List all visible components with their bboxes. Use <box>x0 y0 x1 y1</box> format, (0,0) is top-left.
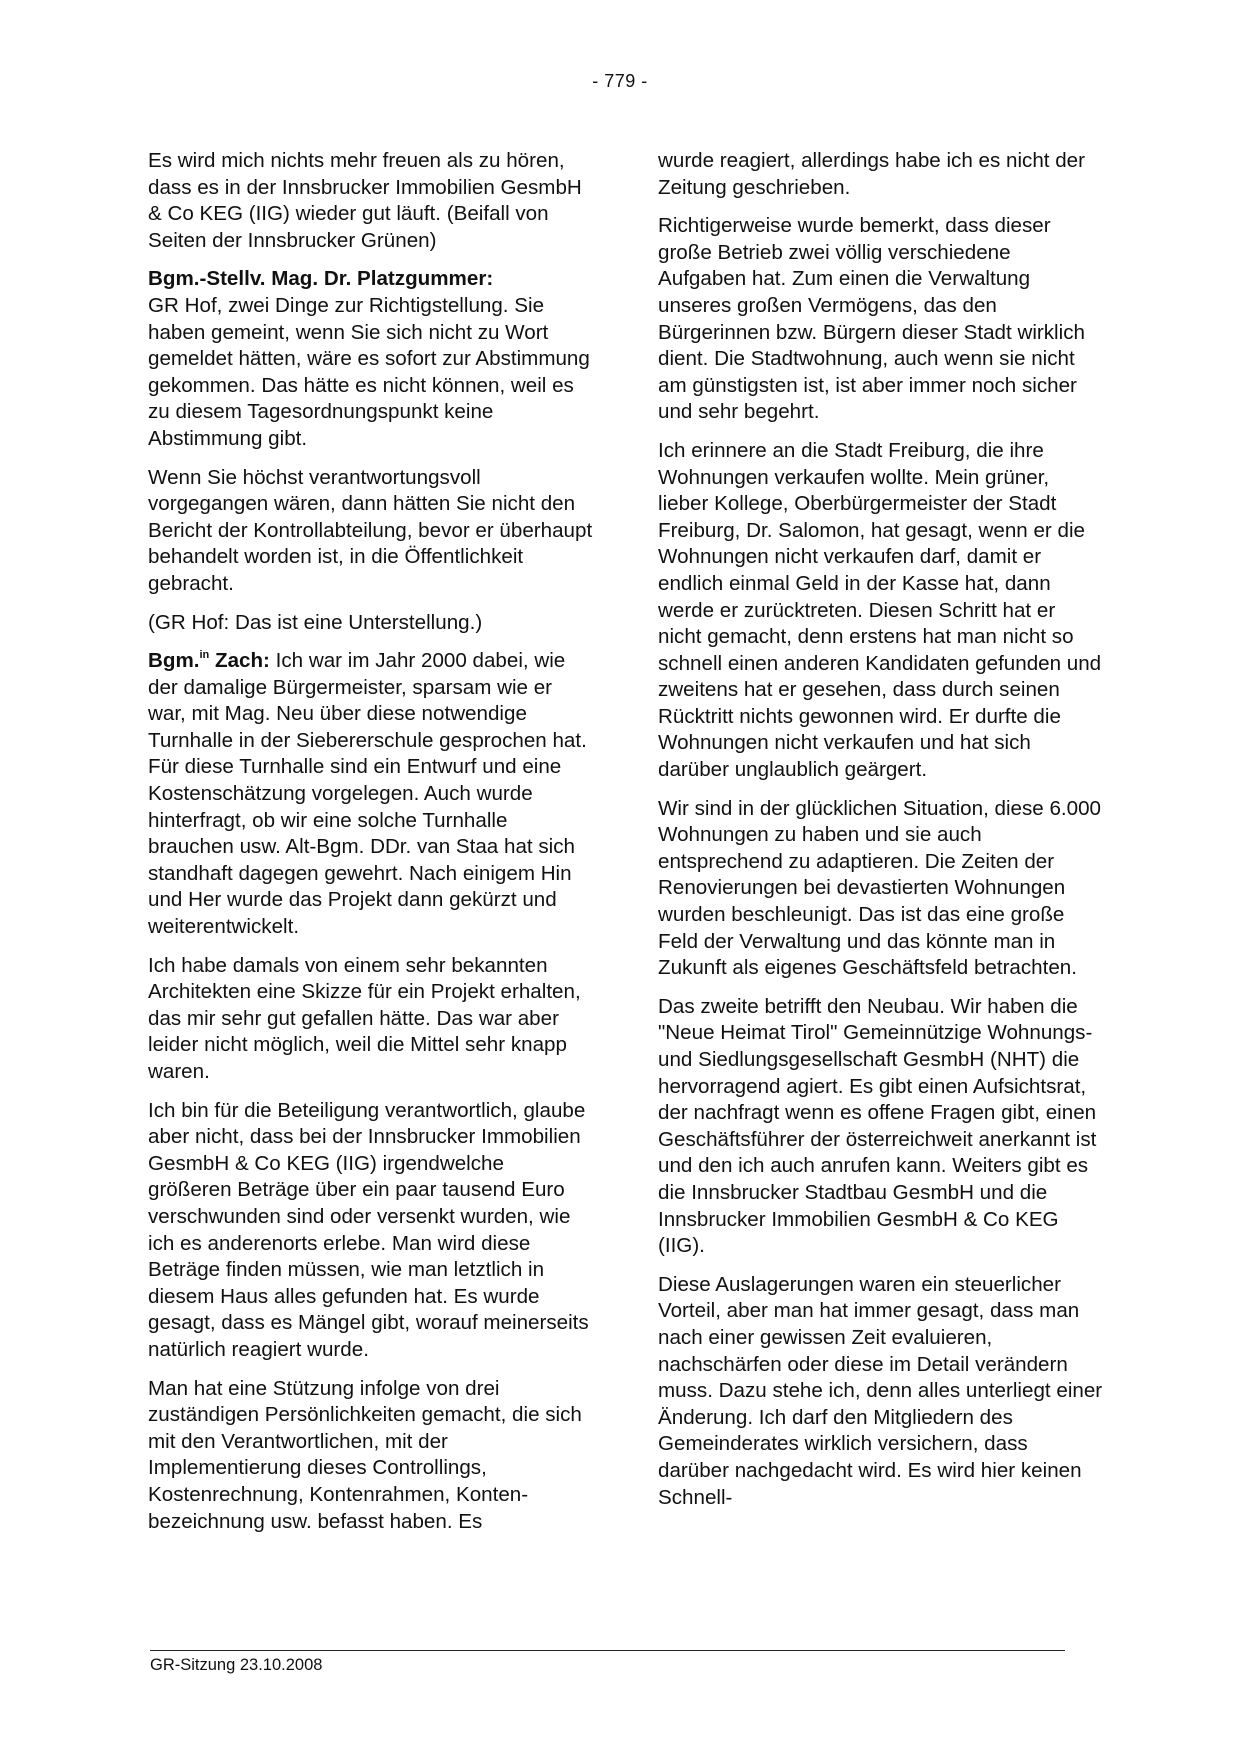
paragraph-zach <box>148 648 593 941</box>
interjection: (GR Hof: Das ist eine Unterstellung.) <box>148 610 483 634</box>
paragraph: Wenn Sie höchst verantwortungsvoll vorgegangen wären, dann hätten Sie nicht den Bericht der Kontrollabteilung, bevor er überhaupt behandelt worden ist, in die Öffentlichkeit gebracht. <box>148 465 593 595</box>
paragraph: Es wird mich nichts mehr freuen als zu hören, dass es in der Innsbrucker Immobilien GesmbH & Co KEG (IIG) wieder gut läuft. (Beifall von Seiten der Innsbrucker Grünen) <box>148 149 582 252</box>
page-number: - 779 - <box>592 71 648 91</box>
paragraph: Richtigerweise wurde bemerkt, dass dieser große Betrieb zwei völlig verschiedene Aufgaben hat. Zum einen die Verwaltung unseres großen Vermögens, das den Bürgerinnen bzw. Bürgern dieser Stadt wirklich dient. Die Stadtwohnung, auch wenn sie nicht am günstigsten ist, ist aber immer noch sicher und sehr begehrt. <box>658 214 1085 424</box>
footer-divider <box>150 1650 1065 1651</box>
paragraph: Man hat eine Stützung infolge von drei zuständigen Persönlichkeiten gemacht, die sich mit den Verantwortlichen, mit der Implementierung dieses Controllings, Kostenrechnung, Kontenrahmen, Kontenbezeichnung usw. befasst haben. Es <box>148 1376 582 1533</box>
speech-text: GR Hof, zwei Dinge zur Richtigstellung. Sie haben gemeint, wenn Sie sich nicht zu Wort gemeldet hätten, wäre es sofort zur Abstimmung gekommen. Das hätte es nicht können, weil es zu diesem Tagesordnungspunkt keine Abstimmung gibt. <box>148 293 590 450</box>
left-column <box>148 148 593 1547</box>
paragraph: Diese Auslagerungen waren ein steuerlicher Vorteil, aber man hat immer gesagt, dass man nach einer gewissen Zeit evaluieren, nachschärfen oder diese im Detail verändern muss. Dazu stehe ich, denn alles unterliegt einer Änderung. Ich darf den Mitgliedern des Gemeinderates wirklich versichern, dass darüber nachgedacht wird. Es wird hier keinen Schnell- <box>658 1272 1103 1509</box>
paragraph-platzgummer <box>148 266 593 452</box>
paragraph: wurde reagiert, allerdings habe ich es nicht der Zeitung geschrieben. <box>658 149 1085 199</box>
right-column <box>658 148 1103 1523</box>
paragraph: Ich bin für die Beteiligung verantwortlich, glaube aber nicht, dass bei der Innsbrucker Immobilien GesmbH & Co KEG (IIG) irgendwelche größeren Beträge über ein paar tausend Euro verschwunden sind oder versenkt wurden, wie ich es anderenorts erlebe. Man wird diese Beträge finden müssen, wie man letztlich in diesem Haus alles gefunden hat. Es wurde gesagt, dass es Mängel gibt, worauf meinerseits natürlich reagiert wurde. <box>148 1098 589 1361</box>
footer-session-date: GR-Sitzung 23.10.2008 <box>150 1656 323 1674</box>
speaker-superscript: in <box>199 649 210 662</box>
paragraph: Wir sind in der glücklichen Situation, diese 6.000 Wohnungen zu haben und sie auch entsprechend zu adaptieren. Die Zeiten der Renovierungen bei devastierten Wohnungen wurden beschleunigt. Das ist das eine große Feld der Verwaltung und das könnte man in Zukunft als eigenes Geschäftsfeld betrachten. <box>658 796 1102 980</box>
speech-text: Ich war im Jahr 2000 dabei, wie der damalige Bürgermeister, sparsam wie er war, mit Mag. Neu über diese notwendige Turnhalle in der Siebererschule gesprochen hat. Für diese Turnhalle sind ein Entwurf und eine Kostenschätzung vorgelegen. Auch wurde hinterfragt, ob wir eine solche Turnhalle brauchen usw. Alt-Bgm. DDr. van Staa hat sich standhaft dagegen gewehrt. Nach einigem Hin und Her wurde das Projekt dann gekürzt und weiterentwickelt. <box>148 649 587 939</box>
paragraph: Ich habe damals von einem sehr bekannten Architekten eine Skizze für ein Projekt erhalten, das mir sehr gut gefallen hätte. Das war aber leider nicht möglich, weil die Mittel sehr knapp waren. <box>148 953 581 1083</box>
speaker-name: Bgm.$^{in}$ Zach: <box>148 649 270 673</box>
speaker-name: Bgm.-Stellv. Mag. Dr. Platzgummer: <box>148 267 494 291</box>
paragraph: Ich erinnere an die Stadt Freiburg, die ihre Wohnungen verkaufen wollte. Mein grüner, lieber Kollege, Oberbürgermeister der Stadt Freiburg, Dr. Salomon, hat gesagt, wenn er die Wohnungen nicht verkaufen darf, damit er endlich einmal Geld in der Kasse hat, dann werde er zurücktreten. Diesen Schritt hat er nicht gemacht, denn erstens hat man nicht so schnell einen anderen Kandidaten gefunden und zweitens hat er gesehen, dass durch seinen Rücktritt nichts gewonnen wird. Er durfte die Wohnungen nicht verkaufen und hat sich darüber unglaublich geärgert. <box>658 438 1102 782</box>
paragraph: Das zweite betrifft den Neubau. Wir haben die "Neue Heimat Tirol" Gemeinnützige Wohnungs- und Siedlungsgesellschaft GesmbH (NHT) die hervorragend agiert. Es gibt einen Aufsichtsrat, der nachfragt wenn es offene Fragen gibt, einen Geschäftsführer der österreichweit anerkannt ist und den ich auch anrufen kann. Weiters gibt es die Innsbrucker Stadtbau GesmbH und die Innsbrucker Immobilien GesmbH & Co KEG (IIG). <box>658 994 1097 1258</box>
